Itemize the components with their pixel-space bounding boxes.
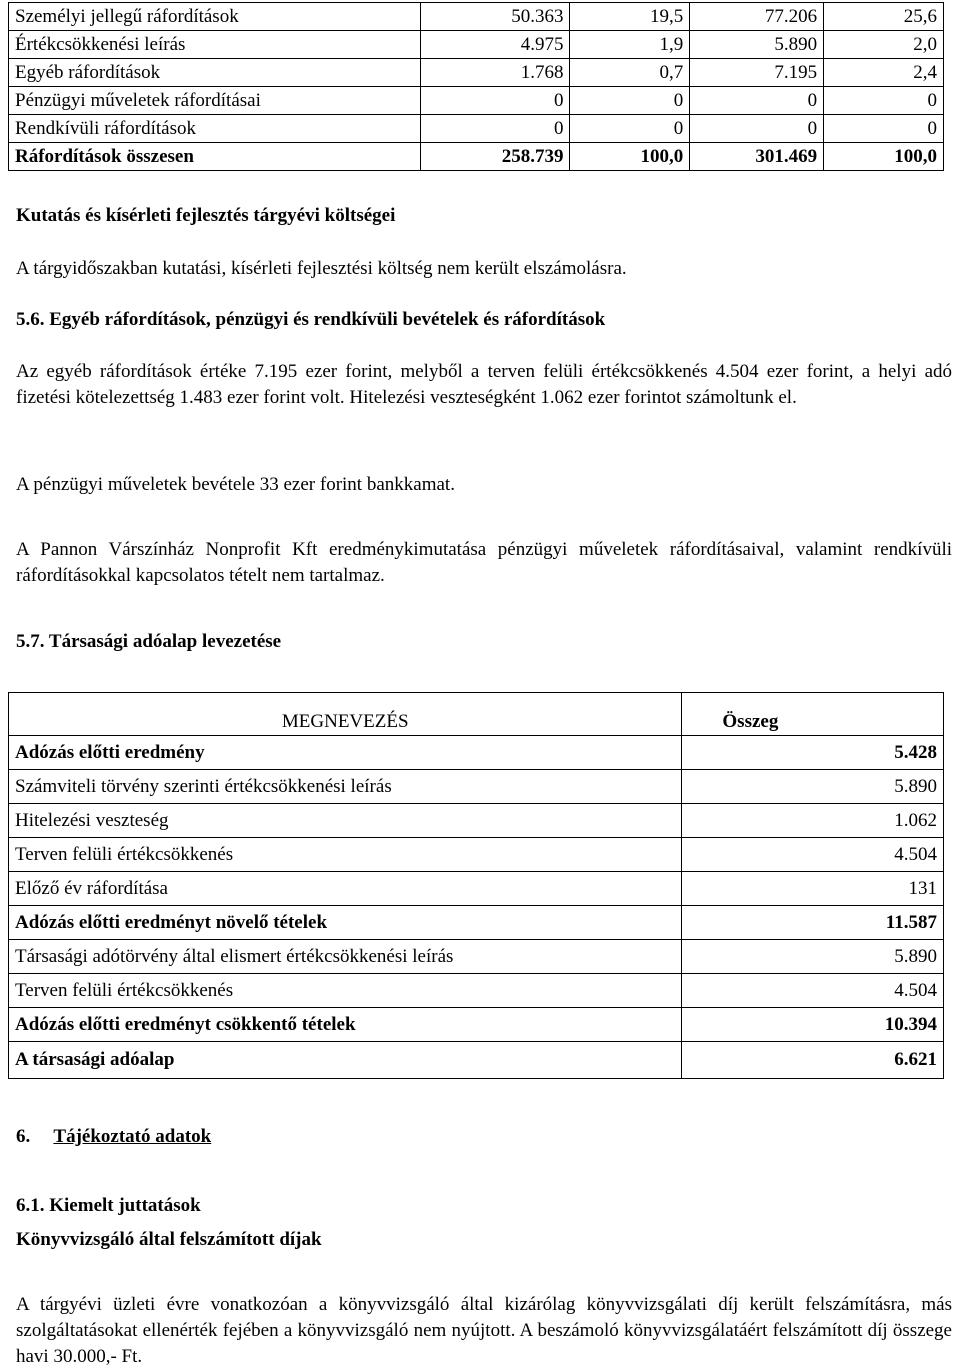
tax-row-amount: 4.504 [682,974,944,1008]
auditor-fees-heading: Könyvvizsgáló által felszámított díjak [16,1229,322,1250]
expenses-label: Pénzügyi műveletek ráfordításai [9,87,421,115]
expenses-row [9,31,944,59]
section-6-1-heading: 6.1. Kiemelt juttatások [16,1195,201,1216]
expenses-pct-curr: 2,4 [824,59,944,87]
tax-row-amount: 5.890 [682,770,944,804]
tax-row [9,906,944,940]
rnd-heading: Kutatás és kísérleti fejlesztés tárgyévi költségei [16,205,396,226]
tax-row [9,770,944,804]
section-6-number: 6. [16,1126,31,1147]
expenses-pct-curr: 0 [824,115,944,143]
tax-col-name-header: MEGNEVEZÉS [9,693,682,736]
tax-row [9,736,944,770]
expenses-value-prev: 4.975 [420,31,570,59]
expenses-pct-curr: 25,6 [824,3,944,31]
tax-row-amount: 131 [682,872,944,906]
expenses-value-curr: 301.469 [690,143,824,171]
tax-row-label: Adózás előtti eredményt csökkentő tételek [9,1008,682,1042]
tax-row-amount: 4.504 [682,838,944,872]
tax-base-table [8,692,944,1079]
expenses-value-curr: 5.890 [690,31,824,59]
expenses-value-curr: 0 [690,115,824,143]
expenses-pct-prev: 0 [570,115,690,143]
tax-row-amount: 5.428 [682,736,944,770]
expenses-pct-prev: 1,9 [570,31,690,59]
expenses-value-curr: 77.206 [690,3,824,31]
tax-row-label: Terven felüli értékcsökkenés [9,974,682,1008]
tax-row-label: Hitelezési veszteség [9,804,682,838]
tax-row-amount: 5.890 [682,940,944,974]
expenses-row [9,3,944,31]
expenses-pct-prev: 19,5 [570,3,690,31]
expenses-label: Rendkívüli ráfordítások [9,115,421,143]
expenses-value-prev: 258.739 [420,143,570,171]
expenses-pct-prev: 100,0 [570,143,690,171]
tax-row-label: Számviteli törvény szerinti értékcsökkenési leírás [9,770,682,804]
expenses-table-body [9,3,944,171]
tax-row-amount: 1.062 [682,804,944,838]
auditor-fees-text: A tárgyévi üzleti évre vonatkozóan a könyvvizsgáló által kizárólag könyvvizsgálati díj került felszámításra, más szolgáltatásokat ellenérték fejében a könyvvizsgáló nem nyújtott. A beszámoló könyvvizsgálatáért felszámított díj összege havi 30.000,- Ft. [16,1294,952,1367]
section-5-6-para2: A pénzügyi műveletek bevétele 33 ezer forint bankkamat. [16,474,455,495]
tax-row-amount: 10.394 [682,1008,944,1042]
section-5-6-para1: Az egyéb ráfordítások értéke 7.195 ezer forint, melyből a terven felüli értékcsökkenés 4.504 ezer forint, a helyi adó fizetési kötelezettség 1.483 ezer forint volt. Hitelezési veszteségként 1.062 ezer forintot számoltunk el. [16,361,952,408]
expenses-value-curr: 7.195 [690,59,824,87]
tax-row-amount: 6.621 [682,1042,944,1079]
expenses-value-prev: 50.363 [420,3,570,31]
expenses-value-curr: 0 [690,87,824,115]
tax-row-label: Adózás előtti eredményt növelő tételek [9,906,682,940]
tax-row [9,804,944,838]
section-6-heading [16,1126,211,1148]
expenses-table [8,2,944,171]
tax-row [9,940,944,974]
expenses-label: Személyi jellegű ráfordítások [9,3,421,31]
tax-row-label: Társasági adótörvény által elismert értékcsökkenési leírás [9,940,682,974]
expenses-pct-curr: 2,0 [824,31,944,59]
rnd-text: A tárgyidőszakban kutatási, kísérleti fejlesztési költség nem került elszámolásra. [16,258,627,279]
section-6-title: Tájékoztató adatok [53,1126,212,1147]
tax-row [9,872,944,906]
tax-row-label: Előző év ráfordítása [9,872,682,906]
section-5-6-heading: 5.6. Egyéb ráfordítások, pénzügyi és rendkívüli bevételek és ráfordítások [16,309,606,330]
tax-row-amount: 11.587 [682,906,944,940]
expenses-label: Értékcsökkenési leírás [9,31,421,59]
expenses-row [9,87,944,115]
tax-row-label: Terven felüli értékcsökkenés [9,838,682,872]
expenses-label: Egyéb ráfordítások [9,59,421,87]
expenses-pct-curr: 0 [824,87,944,115]
expenses-row [9,143,944,171]
tax-row [9,838,944,872]
tax-row [9,974,944,1008]
tax-table-body [9,736,944,1079]
expenses-pct-prev: 0,7 [570,59,690,87]
expenses-value-prev: 0 [420,87,570,115]
tax-col-amount-header: Összeg [682,693,944,736]
tax-row [9,1042,944,1079]
expenses-row [9,115,944,143]
tax-row-label: Adózás előtti eredmény [9,736,682,770]
section-5-7-heading: 5.7. Társasági adóalap levezetése [16,631,282,652]
tax-row [9,1008,944,1042]
tax-table-header-row [9,693,944,736]
expenses-row [9,59,944,87]
section-5-6-para3: A Pannon Várszínház Nonprofit Kft eredménykimutatása pénzügyi műveletek ráfordításaival, valamint rendkívüli ráfordításokkal kapcsolatos tételt nem tartalmaz. [16,539,952,586]
tax-row-label: A társasági adóalap [9,1042,682,1079]
expenses-value-prev: 0 [420,115,570,143]
expenses-pct-prev: 0 [570,87,690,115]
expenses-label: Ráfordítások összesen [9,143,421,171]
expenses-value-prev: 1.768 [420,59,570,87]
expenses-pct-curr: 100,0 [824,143,944,171]
